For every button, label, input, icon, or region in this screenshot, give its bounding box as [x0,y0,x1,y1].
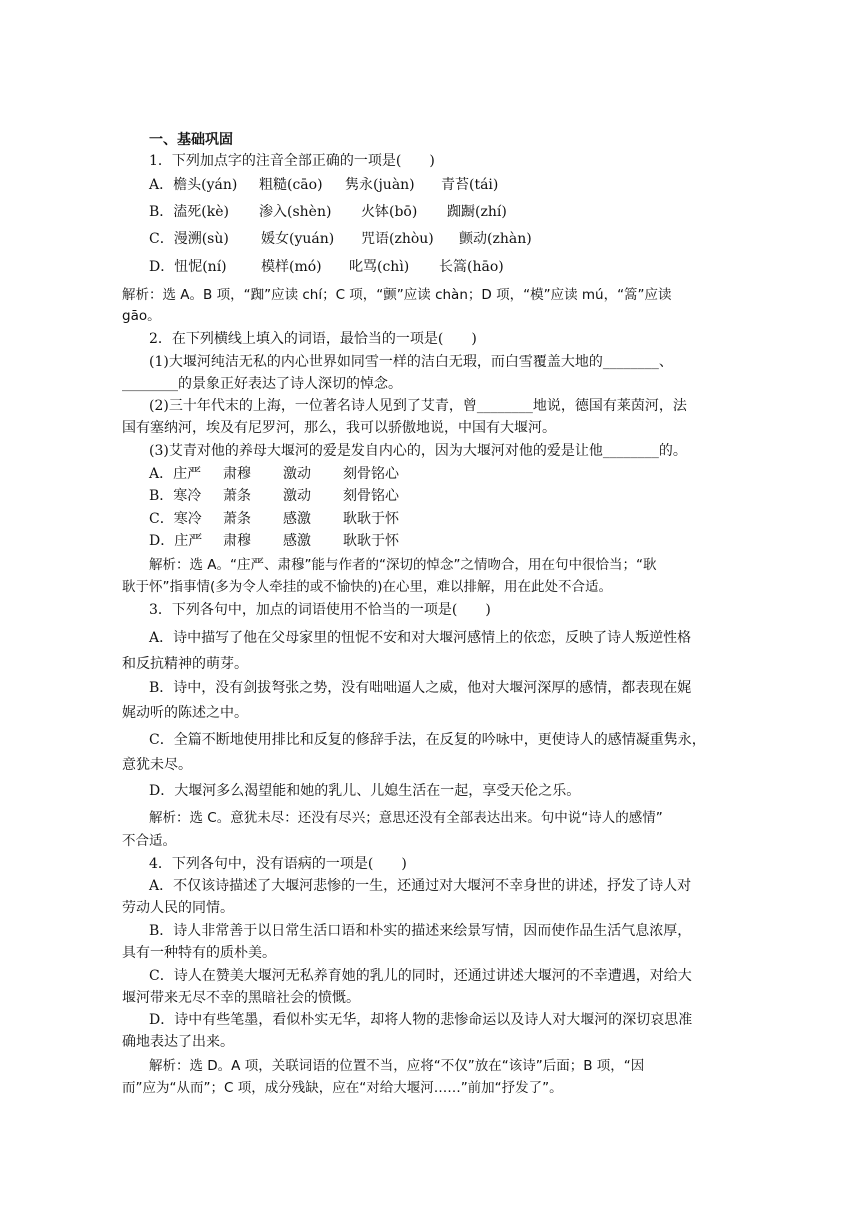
q4-option-d-line2: 确地表达了出来。 [122,1034,234,1050]
q3-analysis-line2: 不合适。 [122,833,176,849]
q3-option-d: D．大堰河多么渴望能和她的乳儿、儿媳生活在一起，享受天伦之乐。 [149,783,581,799]
q2-analysis-line2: 耿于怀”指事情(多为令人牵挂的或不愉快的)在心里，难以排解，用在此处不合适。 [122,579,613,595]
q4-analysis-line1: 解析：选 D。A 项，关联词语的位置不当，应将“不仅”放在“该诗”后面；B 项，“因 [149,1058,645,1074]
q1-d-item: 叱骂(chì) [349,259,410,275]
q2-b-item: 激动 [283,488,311,504]
q1-b-item: 火钵(bō) [361,204,418,220]
q2-b-item: 刻骨铭心 [343,488,399,504]
q1-c-item: 媛女(yuán) [261,231,335,247]
q1-a-item: A．檐头(yán) [149,177,238,193]
q2-b-item: 萧条 [223,488,251,504]
q2-c-item: 萧条 [223,511,251,527]
q3-option-b-line1: B．诗中，没有剑拔弩张之势，没有咄咄逼人之威，他对大堰河深厚的感情，都表现在娓 [149,680,692,696]
q4-analysis-line2: 而”应为“从而”；C 项，成分残缺，应在“对给大堰河……”前加“抒发了”。 [122,1080,563,1096]
q2-sentence1-line2: ________的景象正好表达了诗人深切的悼念。 [122,376,402,392]
q3-option-c-line2: 意犹未尽。 [122,757,192,773]
q1-b-item: B．溘死(kè) [149,204,229,220]
q1-d-item: 长篙(hāo) [439,259,504,275]
q2-sentence2-line2: 国有塞纳河，埃及有尼罗河，那么，我可以骄傲地说，中国有大堰河。 [122,420,556,436]
q1-c-item: 颤动(zhàn) [459,231,532,247]
q2-a-item: A．庄严 [149,466,202,482]
q2-a-item: 激动 [283,466,311,482]
q2-sentence1-line1: (1)大堰河纯洁无私的内心世界如同雪一样的洁白无瑕，而白雪覆盖大地的________、 [149,354,673,370]
q2-option-c [149,510,399,528]
q4-option-a-line1: A．不仅该诗描述了大堰河悲惨的一生，还通过对大堰河不幸身世的讲述，抒发了诗人对 [149,878,692,894]
q2-d-item: D．庄严 [149,533,203,549]
q2-option-d [149,532,399,550]
q1-c-item: 咒语(zhòu) [361,231,434,247]
q3-option-c-line1: C．全篇不断地使用排比和反复的修辞手法，在反复的吟咏中，更使诗人的感情凝重隽永， [149,732,706,748]
q3-stem: 3．下列各句中，加点的词语使用不恰当的一项是( ) [149,602,491,618]
q2-c-item: C．寒冷 [149,511,202,527]
q4-option-c-line1: C．诗人在赞美大堰河无私养育她的乳儿的同时，还通过讲述大堰河的不幸遭遇，对给大 [149,968,692,984]
q4-option-b-line1: B．诗人非常善于以日常生活口语和朴实的描述来绘景写情，因而使作品生活气息浓厚， [149,923,692,939]
q1-d-item: 模样(mó) [261,259,322,275]
q2-c-item: 感激 [283,511,311,527]
q2-option-a [149,465,399,483]
q2-d-item: 感激 [283,533,311,549]
q1-a-item: 青苔(tái) [441,177,499,193]
q2-a-item: 肃穆 [223,466,251,482]
q2-a-item: 刻骨铭心 [343,466,399,482]
q2-sentence2-line1: (2)三十年代末的上海，一位著名诗人见到了艾青，曾________地说，德国有莱茵河，法 [149,398,687,414]
q1-b-item: 踟蹰(zhí) [447,204,507,220]
q2-stem: 2．在下列横线上填入的词语，最恰当的一项是( ) [149,331,477,347]
q4-stem: 4．下列各句中，没有语病的一项是( ) [149,856,407,872]
q1-stem: 1．下列加点字的注音全部正确的一项是( ) [149,153,435,169]
q3-option-a-line2: 和反抗精神的萌芽。 [122,656,248,672]
q3-option-b-line2: 娓动听的陈述之中。 [122,705,248,721]
q4-option-c-line2: 堰河带来无尽不幸的黑暗社会的愤慨。 [122,990,360,1006]
q2-option-b [149,487,399,505]
q1-a-item: 粗糙(cāo) [259,177,323,193]
q1-b-item: 渗入(shèn) [259,204,332,220]
q3-option-a-line1: A．诗中描写了他在父母家里的忸怩不安和对大堰河感情上的依恋，反映了诗人叛逆性格 [149,630,692,646]
q2-c-item: 耿耿于怀 [343,511,399,527]
q2-sentence3: (3)艾青对他的养母大堰河的爱是发自内心的，因为大堰河对他的爱是让他________的。 [149,443,687,459]
section-title: 一、基础巩固 [149,132,233,148]
q2-b-item: B．寒冷 [149,488,202,504]
q4-option-b-line2: 具有一种特有的质朴美。 [122,945,276,961]
q1-analysis-line1: 解析：选 A。B 项，“踟”应读 chí；C 项，“颤”应读 chàn；D 项，“模”应读 mú，“篙”应读 [122,287,672,303]
q4-option-d-line1: D．诗中有些笔墨，看似朴实无华，却将人物的悲惨命运以及诗人对大堰河的深切哀思准 [149,1012,693,1028]
q1-option-a [149,176,498,194]
q3-analysis-line1: 解析：选 C。意犹未尽：还没有尽兴；意思还没有全部表达出来。句中说“诗人的感情” [149,810,663,826]
q2-analysis-line1: 解析：选 A。“庄严、肃穆”能与作者的“深切的悼念”之情吻合，用在句中很恰当；“耿 [149,557,657,573]
q1-option-b [149,203,507,221]
q1-option-d [149,258,504,276]
q1-analysis-line2: gāo。 [122,308,161,324]
q1-option-c [149,230,532,248]
q1-a-item: 隽永(juàn) [345,177,415,193]
q2-d-item: 耿耿于怀 [343,533,399,549]
q4-option-a-line2: 劳动人民的同情。 [122,900,234,916]
q1-d-item: D．忸怩(ní) [149,259,227,275]
q2-d-item: 肃穆 [223,533,251,549]
q1-c-item: C．漫溯(sù) [149,231,229,247]
